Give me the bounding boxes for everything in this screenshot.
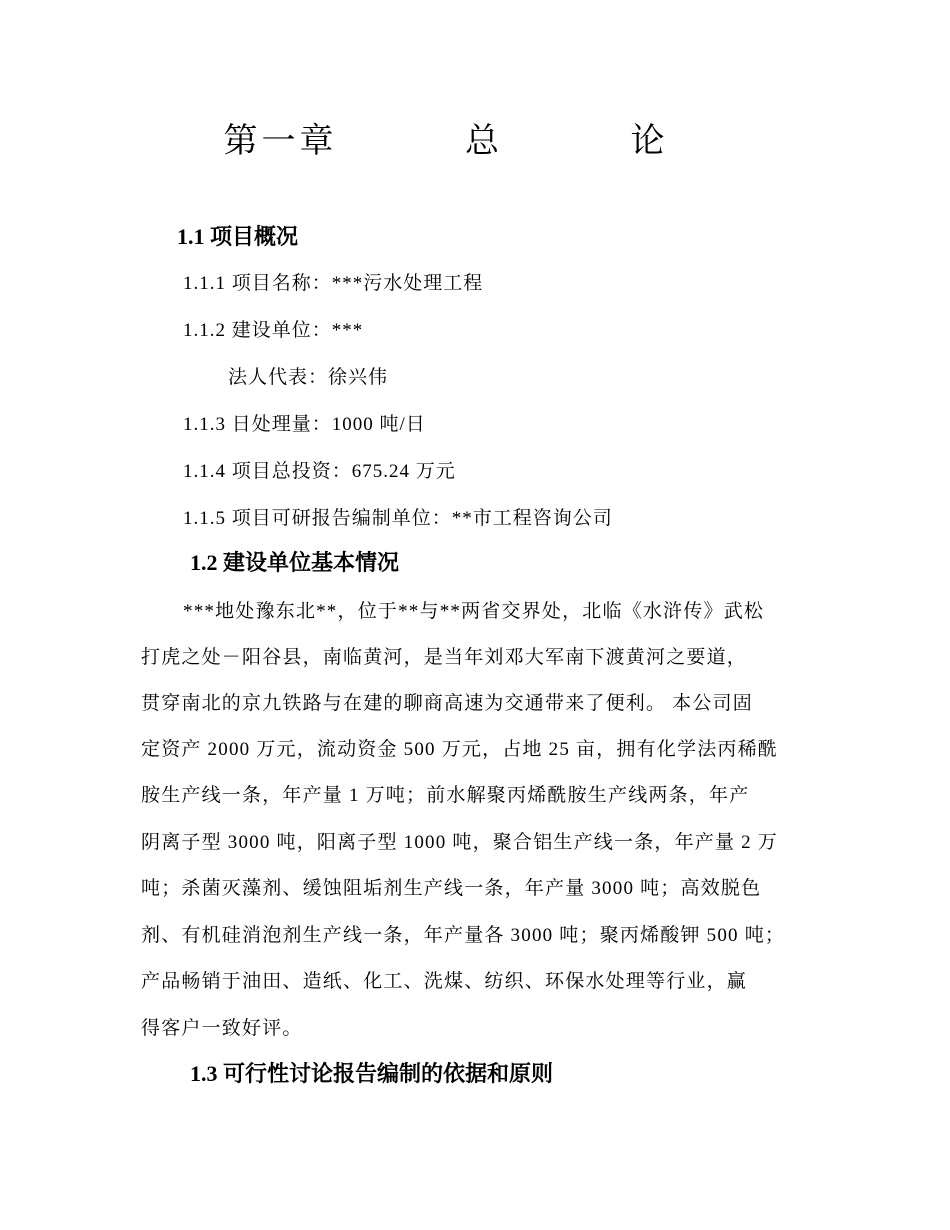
item-construction-unit: 1.1.2 建设单位：*** <box>183 320 364 341</box>
paragraph-line: 定资产 2000 万元，流动资金 500 万元，占地 25 亩，拥有化学法丙稀酰 <box>141 739 779 760</box>
item-legal-representative: 法人代表：徐兴伟 <box>228 367 389 388</box>
paragraph-line: 胺生产线一条，年产量 1 万吨；前水解聚丙烯酰胺生产线两条，年产 <box>141 785 750 806</box>
section-heading-1-2: 1.2 建设单位基本情况 <box>190 550 400 575</box>
paragraph-line: 剂、有机硅消泡剂生产线一条，年产量各 3000 吨；聚丙烯酸钾 500 吨； <box>141 925 786 946</box>
paragraph-line: 打虎之处－阳谷县，南临黄河，是当年刘邓大军南下渡黄河之要道， <box>141 647 748 668</box>
paragraph-line: 吨；杀菌灭藻剂、缓蚀阻垢剂生产线一条，年产量 3000 吨；高效脱色 <box>141 878 762 899</box>
chapter-title: 第一章 总 论 <box>223 123 669 160</box>
section-heading-1-3: 1.3 可行性讨论报告编制的依据和原则 <box>190 1061 554 1086</box>
paragraph-line: 产品畅销于油田、造纸、化工、洗煤、纺织、环保水处理等行业，赢 <box>141 971 748 992</box>
paragraph-line: 贯穿南北的京九铁路与在建的聊商高速为交通带来了便利。 本公司固 <box>141 693 753 714</box>
paragraph-line: 得客户一致好评。 <box>141 1018 303 1039</box>
item-total-investment: 1.1.4 项目总投资：675.24 万元 <box>183 461 456 482</box>
item-project-name: 1.1.1 项目名称：***污水处理工程 <box>183 273 484 294</box>
paragraph-line: 阴离子型 3000 吨，阳离子型 1000 吨，聚合铝生产线一条，年产量 2 万 <box>141 832 779 853</box>
paragraph-line: ***地处豫东北**，位于**与**两省交界处，北临《水浒传》武松 <box>183 601 765 622</box>
section-heading-1-1: 1.1 项目概况 <box>177 224 299 249</box>
item-daily-capacity: 1.1.3 日处理量：1000 吨/日 <box>183 414 426 435</box>
item-report-compiler: 1.1.5 项目可研报告编制单位：**市工程咨询公司 <box>183 508 613 529</box>
